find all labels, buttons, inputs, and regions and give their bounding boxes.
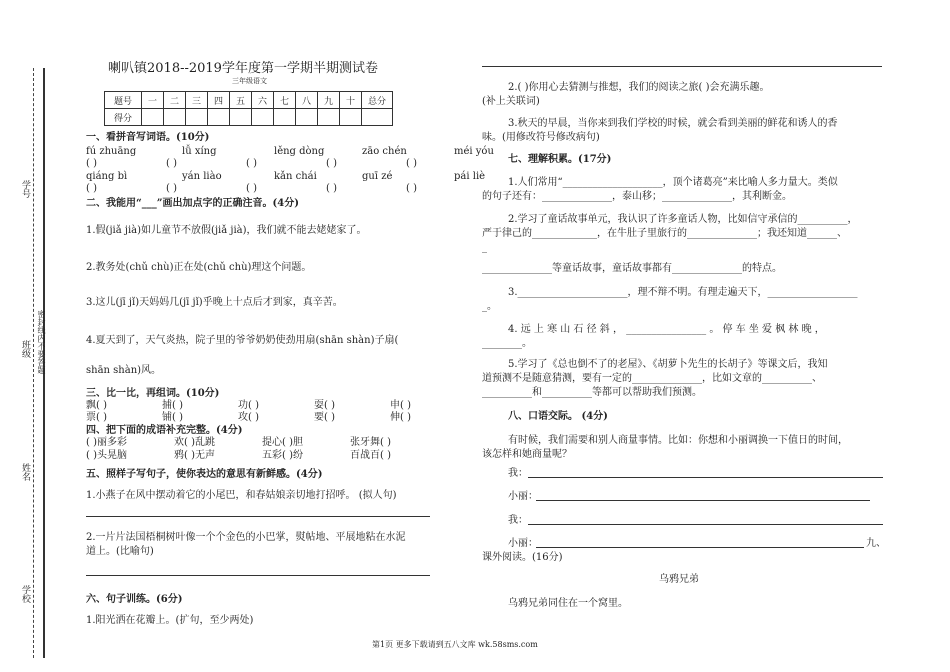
score-input-cell[interactable]: [208, 109, 230, 126]
question-text: 3.秋天的早晨，当你来到我们学校的时候，就会看到美丽的鲜花和诱人的香: [508, 118, 838, 129]
score-input-cell[interactable]: [230, 109, 252, 126]
answer-blank[interactable]: ( ): [406, 158, 417, 169]
answer-line[interactable]: [482, 66, 882, 67]
question-text: _: [482, 242, 487, 253]
score-input-cell[interactable]: [252, 109, 274, 126]
answer-blank[interactable]: ( ): [86, 158, 97, 169]
score-cell: 七: [274, 92, 296, 109]
score-cell: 一: [142, 92, 164, 109]
section-3-heading: 三、比一比，再组词。(10分): [86, 388, 220, 399]
answer-row-1: [86, 158, 486, 170]
score-cell: 得分: [105, 109, 142, 126]
score-cell: 四: [208, 92, 230, 109]
score-input-cell[interactable]: [186, 109, 208, 126]
compare-row-2: [86, 412, 466, 424]
question-text: 严于律己的_____________，在牛肚子里旅行的______________；我还知道______、: [482, 228, 847, 239]
section-8-heading: 八、口语交际。 (4分): [508, 411, 608, 422]
section-6-heading: 六、句子训练。(6分): [86, 594, 183, 605]
section-9-heading: 课外阅读。(16分): [482, 552, 563, 563]
score-cell: 九: [318, 92, 340, 109]
intro-text: 有时候，我们需要和别人商量事情。比如：你想和小丽调换一下值日的时间，: [508, 435, 848, 446]
question-text: 2.( )你用心去猜测与推想，我们的阅读之旅( )会充满乐趣。: [508, 82, 770, 93]
intro-text: 该怎样和她商量呢？: [482, 449, 572, 460]
compare-item[interactable]: 捕( ): [162, 400, 183, 411]
story-text: 乌鸦兄弟同住在一个窝里。: [508, 598, 628, 609]
question-text: __________和__________等都可以帮助我们预测。: [482, 387, 702, 398]
question-text: 3.这儿(jī jǐ)天妈妈几(jī jǐ)乎晚上十点后才到家，真辛苦。: [86, 297, 343, 308]
dialog-label-xiaoli: 小丽：: [508, 538, 538, 549]
compare-item[interactable]: 铺( ): [162, 412, 183, 423]
idiom-item[interactable]: 五彩( )纷: [262, 450, 303, 461]
question-text: 1.小燕子在风中摆动着它的小尾巴，和春姑娘亲切地打招呼。 (拟人句): [86, 490, 397, 501]
page-subtitle: 三年级语文: [232, 77, 267, 85]
answer-line[interactable]: [86, 575, 430, 576]
question-text: ______________等童话故事，童话故事都有______________的特点。: [482, 263, 782, 274]
score-input-cell[interactable]: [340, 109, 362, 126]
idiom-item[interactable]: 百战百( ): [350, 450, 391, 461]
pinyin: fú zhuāng: [86, 146, 137, 157]
question-text: (补上关联词): [482, 96, 540, 107]
pinyin-row-1: [86, 146, 536, 158]
section-7-heading: 七、理解积累。(17分): [508, 154, 612, 165]
pinyin: guī zé: [362, 171, 393, 182]
question-text: 道预测不是随意猜测，要有一定的______________，比如文章的__________、: [482, 373, 822, 384]
dialog-answer-line[interactable]: [536, 500, 870, 501]
compare-item[interactable]: 功( ): [238, 400, 259, 411]
score-cell: 二: [164, 92, 186, 109]
pinyin: pái liè: [454, 171, 486, 182]
question-text: 1.阳光洒在花瓣上。(扩句，至少两处): [86, 615, 254, 626]
pinyin: lěng dòng: [274, 146, 325, 157]
question-text: 2.学习了童话故事单元，我认识了许多童话人物，比如信守承信的__________，: [508, 214, 858, 225]
idiom-item[interactable]: ( )丽多彩: [86, 437, 127, 448]
answer-blank[interactable]: ( ): [166, 183, 177, 194]
score-table-header-row: [105, 92, 393, 109]
side-label-xuehao: 学号: [20, 180, 30, 198]
dialog-answer-line[interactable]: [536, 547, 864, 548]
side-label-banji: 班级: [20, 340, 30, 358]
dialog-label-me: 我：: [508, 468, 528, 479]
dialog-label-me: 我：: [508, 515, 528, 526]
pinyin: zāo chén: [362, 146, 407, 157]
idiom-item[interactable]: 鸦( )无声: [174, 450, 215, 461]
score-input-cell[interactable]: [318, 109, 340, 126]
answer-blank[interactable]: ( ): [166, 158, 177, 169]
compare-item[interactable]: 要( ): [314, 412, 335, 423]
compare-item[interactable]: 票( ): [86, 412, 107, 423]
compare-item[interactable]: 耍( ): [314, 400, 335, 411]
section-9-number: 九、: [866, 538, 886, 549]
section-2-heading: 二、我能用“___”画出加点字的正确注音。(4分): [86, 198, 299, 209]
question-text: 的句子还有：______________，泰山移；______________，其利断金。: [482, 191, 792, 202]
idiom-item[interactable]: 张牙舞( ): [350, 437, 391, 448]
section-5-heading: 五、照样子写句子，使你表达的意思有新鲜感。(4分): [86, 469, 323, 480]
idiom-row-1: [86, 437, 438, 449]
answer-blank[interactable]: ( ): [246, 183, 257, 194]
score-cell: 八: [296, 92, 318, 109]
idiom-item[interactable]: 提心( )胆: [262, 437, 303, 448]
question-text: ________。: [482, 338, 532, 349]
answer-row-2: [86, 183, 486, 195]
pinyin: kǎn chái: [274, 171, 317, 182]
pinyin: lǚ xíng: [182, 146, 217, 157]
answer-blank[interactable]: ( ): [326, 183, 337, 194]
score-input-cell[interactable]: [296, 109, 318, 126]
pinyin-row-2: [86, 171, 536, 183]
score-input-cell[interactable]: [362, 109, 393, 126]
answer-blank[interactable]: ( ): [246, 158, 257, 169]
side-label-xuexiao: 学校: [20, 585, 30, 603]
score-cell: 题号: [105, 92, 142, 109]
dialog-answer-line[interactable]: [528, 524, 883, 525]
section-1-heading: 一、看拼音写词语。(10分): [86, 132, 210, 143]
compare-item[interactable]: 攻( ): [238, 412, 259, 423]
question-text: _。: [482, 301, 497, 312]
story-title: 乌鸦兄弟: [659, 574, 699, 585]
question-text: 2.一片片法国梧桐树叶像一个个金色的小巴掌，熨帖地、平展地粘在水泥: [86, 532, 406, 543]
question-text: 1.假(jiǎ jià)如儿童节不放假(jiǎ jià)，我们就不能去姥姥家了。: [86, 225, 367, 236]
answer-blank[interactable]: ( ): [86, 183, 97, 194]
pinyin: qiáng bì: [86, 171, 128, 182]
answer-blank[interactable]: ( ): [406, 183, 417, 194]
score-table: [104, 91, 393, 126]
idiom-item[interactable]: 欢( )乱跳: [174, 437, 215, 448]
question-text: 4. 远 上 寒 山 石 径 斜 ， ________________ 。 停 车 坐 爱 枫 林 晚 ，: [508, 324, 825, 335]
score-cell: 总分: [362, 92, 393, 109]
dialog-answer-line[interactable]: [528, 477, 883, 478]
page-footer: 第1页 更多下载请到五八文库 wk.58sms.com: [372, 640, 538, 649]
question-text: 2.教务处(chǔ chù)正在处(chǔ chù)理这个问题。: [86, 262, 312, 273]
score-input-cell[interactable]: [142, 109, 164, 126]
side-label-xingming: 姓名: [20, 463, 30, 481]
score-cell: 六: [252, 92, 274, 109]
page-title: 喇叭镇2018--2019学年度第一学期半期测试卷: [108, 61, 378, 76]
score-input-cell[interactable]: [274, 109, 296, 126]
score-input-cell[interactable]: [164, 109, 186, 126]
answer-blank[interactable]: ( ): [326, 158, 337, 169]
question-text: 味。(用修改符号修改病句): [482, 132, 600, 143]
question-text: 道上。(比喻句): [86, 546, 154, 557]
question-text: 3.______________________，理不辩不明。有理走遍天下，__________________: [508, 287, 858, 298]
section-4-heading: 四、把下面的成语补充完整。(4分): [86, 425, 243, 436]
pinyin: méi yóu: [454, 146, 494, 157]
question-text: 5.学习了《总也倒不了的老屋》、《胡萝卜先生的长胡子》等课文后，我知: [508, 359, 828, 370]
question-text: 1.人们常用“____________________，顶个诸葛亮”来比喻人多力量大。类似: [508, 177, 838, 188]
score-table-score-row: [105, 109, 393, 126]
answer-line[interactable]: [86, 516, 430, 517]
compare-item[interactable]: 飘( ): [86, 400, 107, 411]
idiom-item[interactable]: ( )头晃脑: [86, 450, 127, 461]
score-cell: 三: [186, 92, 208, 109]
score-cell: 五: [230, 92, 252, 109]
question-text: 4.夏天到了，天气炎热，院子里的爷爷奶奶使劲用扇(shān shàn)子扇(: [86, 335, 399, 346]
compare-row-1: [86, 400, 466, 412]
compare-item[interactable]: 申( ): [390, 400, 411, 411]
pinyin: yán liào: [182, 171, 222, 182]
dialog-label-xiaoli: 小丽：: [508, 491, 538, 502]
compare-item[interactable]: 伸( ): [390, 412, 411, 423]
score-cell: 十: [340, 92, 362, 109]
idiom-row-2: [86, 450, 438, 462]
question-text: shān shàn)风。: [86, 365, 162, 376]
seal-line-text: 密封线内不要答题: [37, 310, 46, 374]
